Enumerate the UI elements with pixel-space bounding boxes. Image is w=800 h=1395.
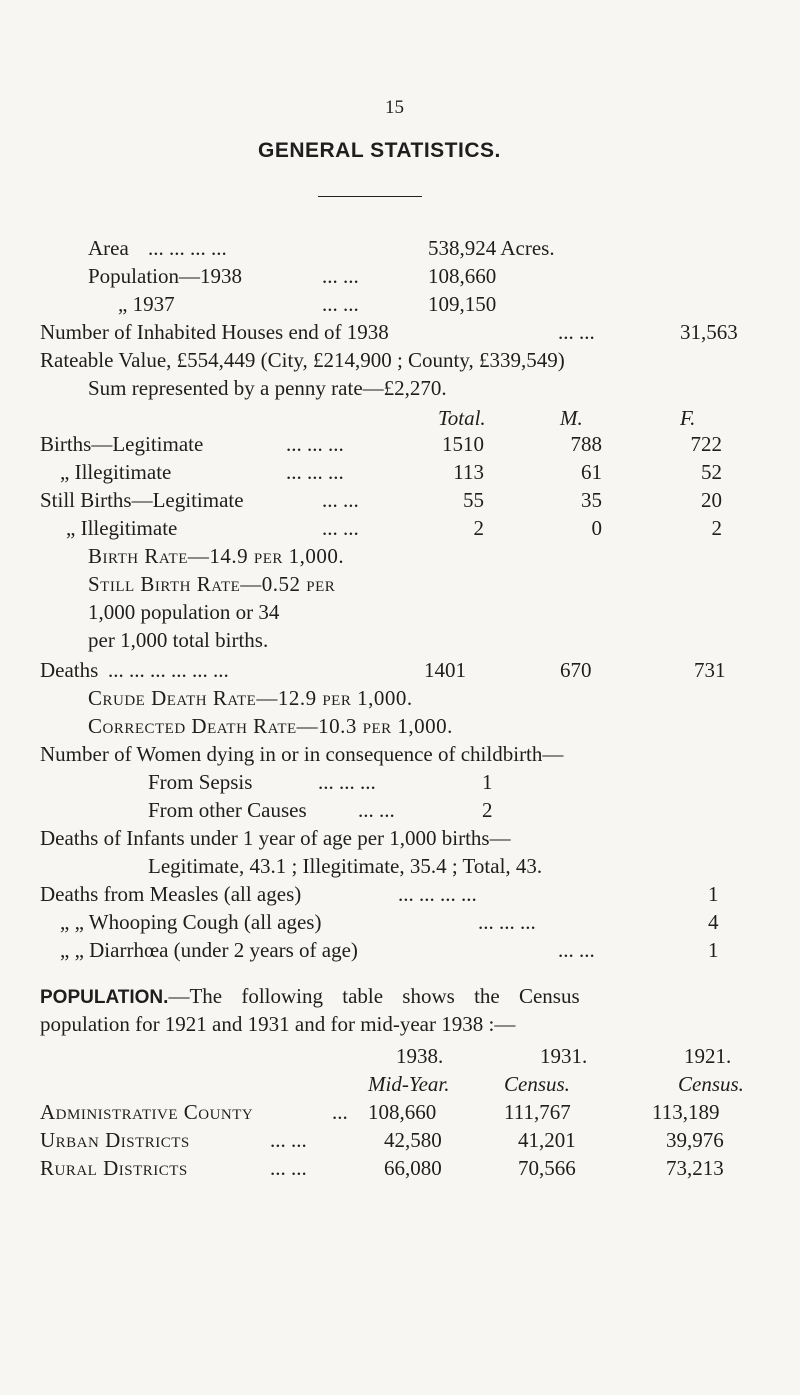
childbirth-other-dots: ... ...: [358, 798, 395, 822]
admin-county-1931: 111,767: [504, 1100, 571, 1124]
area-label: Area: [88, 236, 129, 260]
still-births-illegitimate-dots: ... ...: [322, 516, 359, 540]
urban-districts-1931: 41,201: [518, 1128, 576, 1152]
diarrhoea-deaths-dots: ... ...: [558, 938, 595, 962]
header-f: F.: [680, 406, 696, 430]
population-intro-text: —The following table shows the Census: [168, 984, 580, 1008]
births-illegitimate-label: „ Illegitimate: [60, 460, 172, 484]
rural-districts-label: Rural Districts: [40, 1156, 188, 1180]
rateable-value: Rateable Value, £554,449 (City, £214,900 ; County, £339,549): [40, 348, 565, 372]
whooping-cough-deaths-label: „ „ Whooping Cough (all ages): [60, 910, 322, 934]
inhabited-houses-value: 31,563: [680, 320, 738, 344]
population-1937-label: „ 1937: [118, 292, 175, 316]
page-number: 15: [385, 97, 404, 118]
population-intro-line1: [40, 986, 580, 1007]
deaths-total: 1401: [424, 658, 466, 682]
header-total: Total.: [438, 406, 486, 430]
births-legitimate-dots: ... ... ...: [286, 432, 344, 456]
births-legitimate-m: 788: [570, 432, 602, 456]
penny-rate: Sum represented by a penny rate—£2,270.: [88, 376, 447, 400]
population-1937-dots: ... ...: [322, 292, 359, 316]
urban-districts-1938: 42,580: [384, 1128, 442, 1152]
still-birth-rate-line1: Still Birth Rate—0.52 per: [88, 572, 336, 596]
still-births-legitimate-f: 20: [701, 488, 722, 512]
whooping-cough-deaths-dots: ... ... ...: [478, 910, 536, 934]
population-1938-dots: ... ...: [322, 264, 359, 288]
col-year-1921: 1921.: [684, 1044, 732, 1068]
deaths-label: Deaths: [40, 658, 99, 682]
admin-county-label: Administrative County: [40, 1100, 254, 1124]
admin-county-1938: 108,660: [368, 1100, 437, 1124]
admin-county-1921: 113,189: [652, 1100, 720, 1124]
diarrhoea-deaths-label: „ „ Diarrhœa (under 2 years of age): [60, 938, 358, 962]
col-type-mid-year: Mid-Year.: [368, 1072, 450, 1096]
births-legitimate-label: Births—Legitimate: [40, 432, 204, 456]
col-type-census-1921: Census.: [678, 1072, 744, 1096]
measles-deaths-label: Deaths from Measles (all ages): [40, 882, 302, 906]
measles-deaths-dots: ... ... ... ...: [398, 882, 477, 906]
births-illegitimate-total: 113: [453, 460, 484, 484]
childbirth-sepsis-label: From Sepsis: [148, 770, 253, 794]
urban-districts-label: Urban Districts: [40, 1128, 190, 1152]
still-births-legitimate-total: 55: [463, 488, 484, 512]
still-births-illegitimate-label: „ Illegitimate: [66, 516, 178, 540]
still-births-legitimate-dots: ... ...: [322, 488, 359, 512]
infant-deaths-detail: Legitimate, 43.1 ; Illegitimate, 35.4 ; Total, 43.: [148, 854, 543, 878]
admin-county-dots: ...: [332, 1100, 348, 1124]
population-intro-line2: population for 1921 and 1931 and for mid-year 1938 :—: [40, 1012, 516, 1036]
rural-districts-1931: 70,566: [518, 1156, 576, 1180]
population-heading: POPULATION.: [40, 987, 169, 1008]
childbirth-sepsis-dots: ... ... ...: [318, 770, 376, 794]
diarrhoea-deaths-value: 1: [708, 938, 719, 962]
urban-districts-1921: 39,976: [666, 1128, 724, 1152]
col-type-census-1931: Census.: [504, 1072, 570, 1096]
measles-deaths-value: 1: [708, 882, 719, 906]
childbirth-other-label: From other Causes: [148, 798, 307, 822]
births-legitimate-f: 722: [690, 432, 722, 456]
area-dots: ... ... ... ...: [148, 236, 227, 260]
still-birth-rate-line3: per 1,000 total births.: [88, 628, 269, 652]
births-illegitimate-m: 61: [581, 460, 602, 484]
inhabited-houses-label: Number of Inhabited Houses end of 1938: [40, 320, 389, 344]
deaths-f: 731: [694, 658, 726, 682]
births-illegitimate-f: 52: [701, 460, 722, 484]
col-year-1931: 1931.: [540, 1044, 588, 1068]
childbirth-heading: Number of Women dying in or in consequence of childbirth—: [40, 742, 564, 766]
still-births-legitimate-m: 35: [581, 488, 602, 512]
title-divider: [318, 196, 422, 197]
deaths-m: 670: [560, 658, 592, 682]
inhabited-houses-dots: ... ...: [558, 320, 595, 344]
population-1937-value: 109,150: [428, 292, 497, 316]
whooping-cough-deaths-value: 4: [708, 910, 719, 934]
header-m: M.: [560, 406, 583, 430]
urban-districts-dots: ... ...: [270, 1128, 307, 1152]
still-births-illegitimate-m: 0: [591, 516, 602, 540]
rural-districts-dots: ... ...: [270, 1156, 307, 1180]
births-legitimate-total: 1510: [442, 432, 484, 456]
infant-deaths-heading: Deaths of Infants under 1 year of age per 1,000 births—: [40, 826, 511, 850]
population-1938-label: Population—1938: [88, 264, 243, 288]
corrected-death-rate: Corrected Death Rate—10.3 per 1,000.: [88, 714, 453, 738]
page-title: GENERAL STATISTICS.: [258, 139, 501, 162]
childbirth-other-value: 2: [482, 798, 493, 822]
rural-districts-1938: 66,080: [384, 1156, 442, 1180]
area-value: 538,924 Acres.: [428, 236, 555, 260]
deaths-dots: ... ... ... ... ... ...: [108, 658, 229, 682]
births-illegitimate-dots: ... ... ...: [286, 460, 344, 484]
crude-death-rate: Crude Death Rate—12.9 per 1,000.: [88, 686, 413, 710]
still-births-illegitimate-f: 2: [711, 516, 722, 540]
still-births-legitimate-label: Still Births—Legitimate: [40, 488, 244, 512]
still-birth-rate-line2: 1,000 population or 34: [88, 600, 280, 624]
childbirth-sepsis-value: 1: [482, 770, 493, 794]
population-1938-value: 108,660: [428, 264, 497, 288]
birth-rate: Birth Rate—14.9 per 1,000.: [88, 544, 345, 568]
rural-districts-1921: 73,213: [666, 1156, 724, 1180]
still-births-illegitimate-total: 2: [473, 516, 484, 540]
col-year-1938: 1938.: [396, 1044, 444, 1068]
